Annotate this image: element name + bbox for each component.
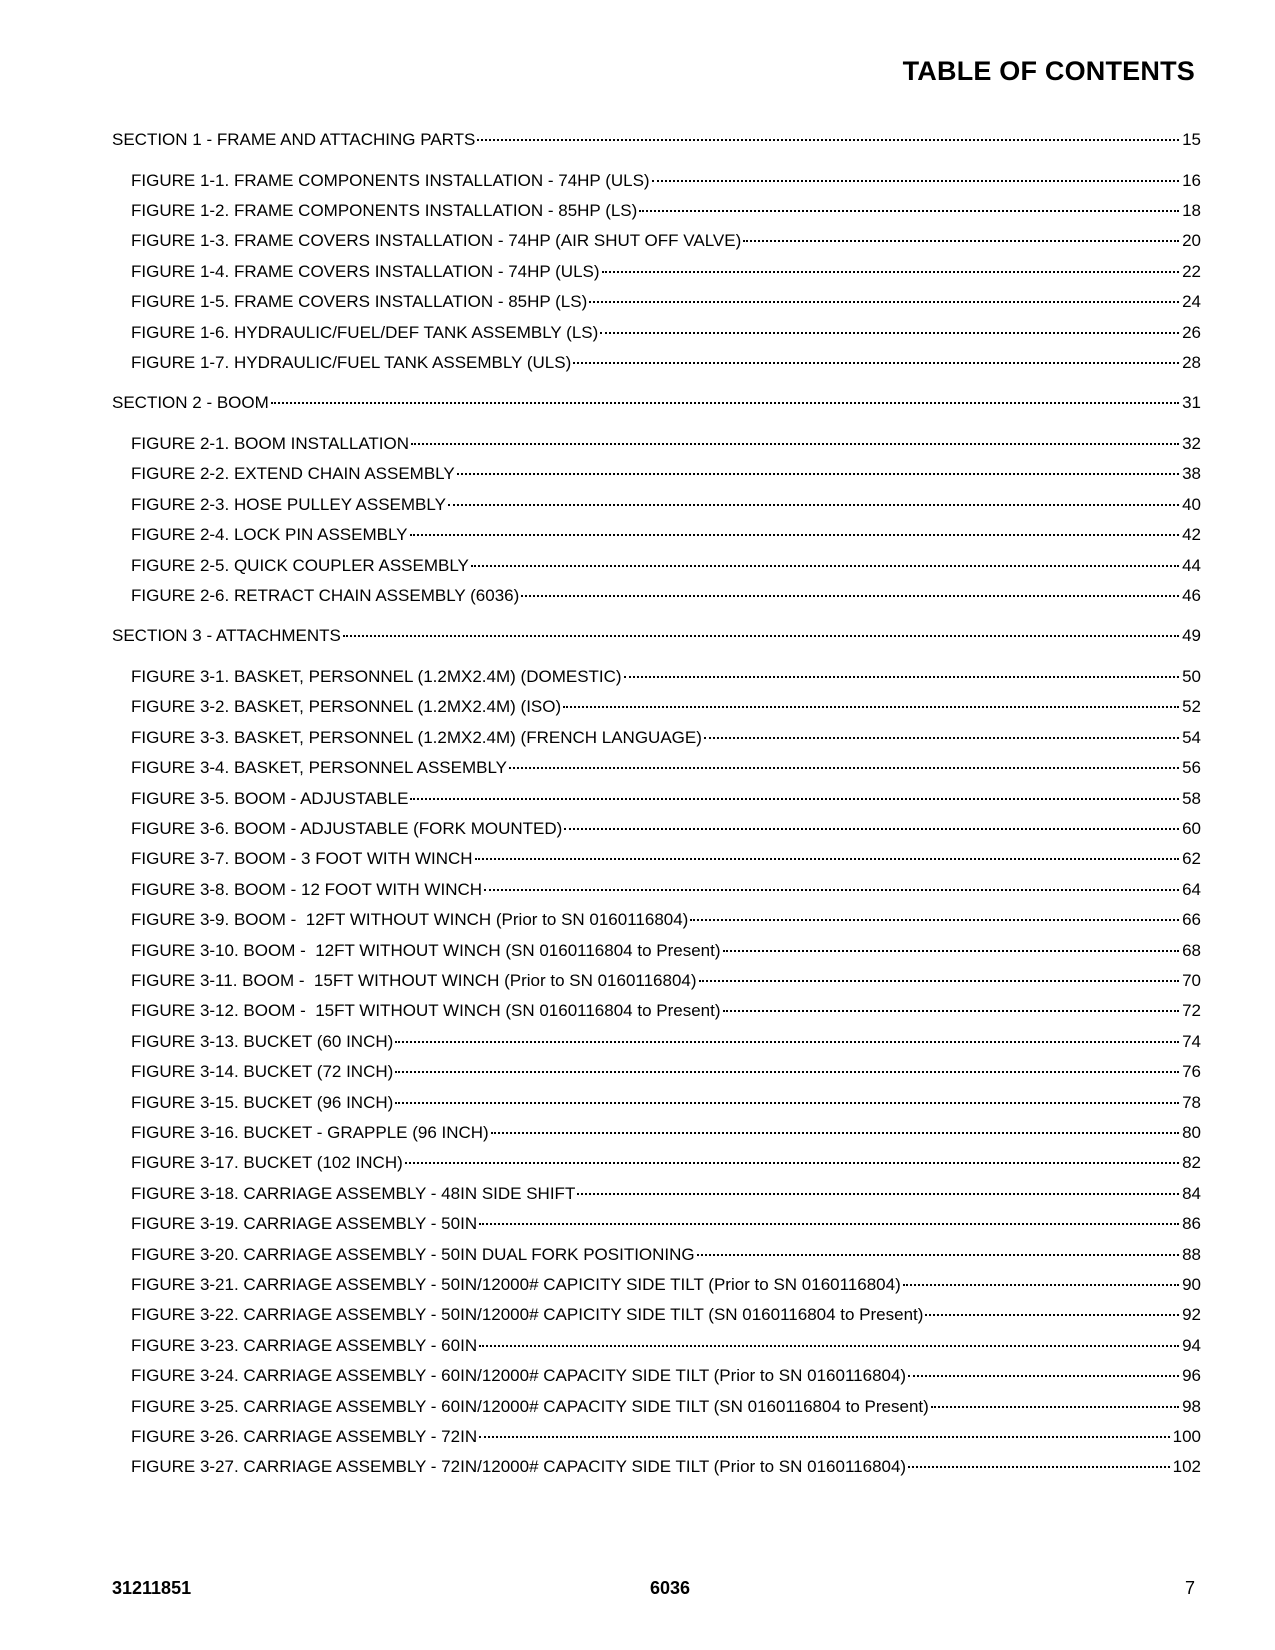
dot-leader: [521, 594, 1179, 597]
toc-entry-label: SECTION 1 - FRAME AND ATTACHING PARTS: [112, 130, 476, 149]
dot-leader: [405, 1161, 1179, 1164]
toc-entry-label: SECTION 3 - ATTACHMENTS: [112, 626, 341, 646]
dot-leader: [908, 1374, 1179, 1377]
toc-section-entry[interactable]: [112, 625, 1201, 647]
dot-leader: [411, 442, 1179, 445]
dot-leader: [704, 736, 1179, 739]
toc-entry-page: 56: [1182, 758, 1201, 778]
dot-leader: [600, 331, 1179, 334]
dot-leader: [475, 857, 1180, 860]
toc-entry-page: 40: [1182, 494, 1201, 514]
dot-leader: [723, 949, 1180, 952]
toc-entry-label: FIGURE 1-1. FRAME COMPONENTS INSTALLATION - 74HP (ULS): [131, 170, 650, 190]
toc-entry-page: 18: [1182, 200, 1201, 220]
toc-figure-entry[interactable]: [131, 1213, 1201, 1235]
toc-figure-entry[interactable]: [131, 1000, 1201, 1022]
toc-entry-page: 50: [1182, 666, 1201, 686]
dot-leader: [410, 797, 1179, 800]
toc-figure-entry[interactable]: [131, 848, 1201, 870]
toc-entry-label: FIGURE 3-10. BOOM - 12FT WITHOUT WINCH (SN 0160116804 to Present): [131, 940, 721, 960]
toc-entry-page: 16: [1182, 170, 1201, 190]
toc-figure-entry[interactable]: [131, 291, 1201, 313]
toc-figure-entry[interactable]: [131, 1122, 1201, 1144]
toc-entry-page: 54: [1182, 727, 1201, 747]
toc-entry-label: FIGURE 3-7. BOOM - 3 FOOT WITH WINCH: [131, 849, 473, 869]
toc-entry-page: 84: [1182, 1183, 1201, 1203]
toc-entry-page: 44: [1182, 555, 1201, 575]
toc-figure-entry[interactable]: [131, 494, 1201, 516]
toc-entry-label: FIGURE 2-2. EXTEND CHAIN ASSEMBLY: [131, 464, 455, 484]
dot-leader: [723, 1009, 1180, 1012]
toc-entry-label: FIGURE 1-6. HYDRAULIC/FUEL/DEF TANK ASSEMBLY (LS): [131, 322, 599, 342]
dot-leader: [509, 766, 1179, 769]
toc-figure-entry[interactable]: [131, 666, 1201, 688]
toc-entry-label: FIGURE 1-4. FRAME COVERS INSTALLATION - 74HP (ULS): [131, 261, 600, 281]
toc-figure-entry[interactable]: [131, 555, 1201, 577]
toc-entry-page: 46: [1182, 585, 1201, 605]
toc-entry-page: 72: [1182, 1001, 1201, 1021]
toc-entry-page: 102: [1172, 1457, 1201, 1477]
toc-entry-page: 94: [1182, 1335, 1201, 1355]
dot-leader: [395, 1040, 1179, 1043]
dot-leader: [457, 472, 1179, 475]
toc-entry-page: 74: [1182, 1031, 1201, 1051]
dot-leader: [563, 705, 1179, 708]
toc-entry-label: FIGURE 3-12. BOOM - 15FT WITHOUT WINCH (SN 0160116804 to Present): [131, 1001, 721, 1021]
toc-entry-label: FIGURE 3-22. CARRIAGE ASSEMBLY - 50IN/12000# CAPICITY SIDE TILT (SN 0160116804 to Present): [131, 1305, 924, 1325]
toc-entry-page: 28: [1182, 352, 1201, 372]
toc-entry-page: 31: [1182, 393, 1201, 413]
toc-entry-label: FIGURE 3-27. CARRIAGE ASSEMBLY - 72IN/12000# CAPACITY SIDE TILT (Prior to SN 0160116804): [131, 1457, 907, 1477]
toc-figure-entry[interactable]: [131, 524, 1201, 546]
toc-entry-label: FIGURE 3-20. CARRIAGE ASSEMBLY - 50IN DUAL FORK POSITIONING: [131, 1244, 695, 1264]
toc-entry-label: FIGURE 2-1. BOOM INSTALLATION: [131, 433, 410, 453]
toc-entry-label: FIGURE 3-16. BUCKET - GRAPPLE (96 INCH): [131, 1122, 489, 1142]
toc-entry-label: FIGURE 3-11. BOOM - 15FT WITHOUT WINCH (Prior to SN 0160116804): [131, 970, 697, 990]
dot-leader: [271, 401, 1179, 404]
toc-entry-page: 66: [1182, 910, 1201, 930]
toc-entry-page: 64: [1182, 879, 1201, 899]
dot-leader: [564, 827, 1179, 830]
toc-figure-entry[interactable]: [131, 1365, 1201, 1387]
dot-leader: [343, 634, 1179, 637]
toc-figure-entry[interactable]: [131, 1396, 1201, 1418]
toc-figure-entry[interactable]: [131, 909, 1201, 931]
toc-entry-label: FIGURE 1-5. FRAME COVERS INSTALLATION - 85HP (LS): [131, 292, 588, 312]
toc-entry-label: FIGURE 2-5. QUICK COUPLER ASSEMBLY: [131, 555, 469, 575]
toc-entry-label: FIGURE 3-18. CARRIAGE ASSEMBLY - 48IN SIDE SHIFT: [131, 1183, 576, 1203]
toc-entry-page: 49: [1182, 626, 1201, 646]
toc-entry-label: FIGURE 1-7. HYDRAULIC/FUEL TANK ASSEMBLY (ULS): [131, 352, 572, 372]
toc-figure-entry[interactable]: [131, 757, 1201, 779]
dot-leader: [471, 564, 1179, 567]
dot-leader: [479, 1222, 1179, 1225]
toc-entry-label: FIGURE 3-19. CARRIAGE ASSEMBLY - 50IN: [131, 1214, 478, 1234]
toc-entry-label: FIGURE 1-2. FRAME COMPONENTS INSTALLATION - 85HP (LS): [131, 200, 638, 220]
toc-figure-entry[interactable]: [131, 585, 1201, 607]
toc-figure-entry[interactable]: [131, 1426, 1201, 1448]
toc-figure-entry[interactable]: [131, 1244, 1201, 1266]
toc-figure-entry[interactable]: [131, 1304, 1201, 1326]
toc-entry-page: 26: [1182, 322, 1201, 342]
toc-figure-entry[interactable]: [131, 433, 1201, 455]
toc-figure-entry[interactable]: [131, 463, 1201, 485]
toc-entry-page: 100: [1172, 1426, 1201, 1446]
footer-model: 6036: [650, 1578, 691, 1598]
toc-entry-label: FIGURE 3-2. BASKET, PERSONNEL (1.2MX2.4M) (ISO): [131, 697, 562, 717]
toc-entry-page: 15: [1182, 130, 1201, 149]
toc-entry-label: FIGURE 3-24. CARRIAGE ASSEMBLY - 60IN/12000# CAPACITY SIDE TILT (Prior to SN 0160116804): [131, 1366, 907, 1386]
dot-leader: [589, 300, 1179, 303]
toc-entry-label: FIGURE 3-1. BASKET, PERSONNEL (1.2MX2.4M) (DOMESTIC): [131, 666, 622, 686]
toc-entry-page: 92: [1182, 1305, 1201, 1325]
toc-entry-label: FIGURE 2-4. LOCK PIN ASSEMBLY: [131, 525, 408, 545]
toc-figure-entry[interactable]: [131, 1092, 1201, 1114]
toc-section-entry[interactable]: [112, 392, 1201, 414]
toc-figure-entry[interactable]: [131, 170, 1201, 192]
toc-entry-label: FIGURE 3-14. BUCKET (72 INCH): [131, 1062, 394, 1082]
dot-leader: [602, 270, 1180, 273]
toc-entry-page: 20: [1182, 231, 1201, 251]
toc-figure-entry[interactable]: [131, 200, 1201, 222]
dot-leader: [448, 503, 1179, 506]
dot-leader: [573, 361, 1179, 364]
toc-entry-label: FIGURE 3-5. BOOM - ADJUSTABLE: [131, 788, 409, 808]
dot-leader: [479, 1435, 1170, 1438]
toc-figure-entry[interactable]: [131, 261, 1201, 283]
dot-leader: [395, 1070, 1179, 1073]
page-title: TABLE OF CONTENTS: [902, 56, 1195, 86]
toc-figure-entry[interactable]: [131, 1031, 1201, 1053]
footer-doc-number: 31211851: [112, 1578, 192, 1598]
toc-entry-label: FIGURE 3-6. BOOM - ADJUSTABLE (FORK MOUNTED): [131, 818, 563, 838]
toc-entry-label: FIGURE 3-8. BOOM - 12 FOOT WITH WINCH: [131, 879, 483, 899]
toc-entry-page: 76: [1182, 1062, 1201, 1082]
dot-leader: [743, 239, 1179, 242]
toc-figure-entry[interactable]: [131, 1456, 1201, 1478]
dot-leader: [410, 533, 1180, 536]
toc-entry-page: 22: [1182, 261, 1201, 281]
toc-entry-label: FIGURE 3-13. BUCKET (60 INCH): [131, 1031, 394, 1051]
toc-figure-entry[interactable]: [131, 818, 1201, 840]
toc-figure-entry[interactable]: [131, 1152, 1201, 1174]
toc-entry-label: FIGURE 3-3. BASKET, PERSONNEL (1.2MX2.4M) (FRENCH LANGUAGE): [131, 727, 702, 747]
toc-figure-entry[interactable]: [131, 940, 1201, 962]
toc-entry-label: FIGURE 3-17. BUCKET (102 INCH): [131, 1153, 403, 1173]
toc-figure-entry[interactable]: [131, 1335, 1201, 1357]
dot-leader: [908, 1465, 1170, 1468]
toc-entry-label: FIGURE 1-3. FRAME COVERS INSTALLATION - 74HP (AIR SHUT OFF VALVE): [131, 231, 742, 251]
dot-leader: [477, 138, 1179, 141]
toc-entry-label: FIGURE 3-21. CARRIAGE ASSEMBLY - 50IN/12000# CAPICITY SIDE TILT (Prior to SN 0160116804): [131, 1274, 901, 1294]
dot-leader: [690, 918, 1179, 921]
toc-entry-page: 32: [1182, 433, 1201, 453]
toc-entry-page: 58: [1182, 788, 1201, 808]
dot-leader: [491, 1131, 1179, 1134]
toc-figure-entry[interactable]: [131, 322, 1201, 344]
dot-leader: [624, 675, 1180, 678]
toc-figure-entry[interactable]: [131, 970, 1201, 992]
toc-figure-entry[interactable]: [131, 1274, 1201, 1296]
dot-leader: [652, 179, 1179, 182]
toc-entry-label: FIGURE 3-4. BASKET, PERSONNEL ASSEMBLY: [131, 758, 508, 778]
toc-section-entry[interactable]: [112, 129, 1201, 151]
toc-entry-page: 98: [1182, 1396, 1201, 1416]
toc-entry-label: SECTION 2 - BOOM: [112, 393, 269, 413]
toc-entry-page: 90: [1182, 1274, 1201, 1294]
toc-entry-label: FIGURE 2-6. RETRACT CHAIN ASSEMBLY (6036): [131, 585, 520, 605]
toc-entry-page: 82: [1182, 1153, 1201, 1173]
toc-entry-label: FIGURE 3-15. BUCKET (96 INCH): [131, 1092, 394, 1112]
dot-leader: [479, 1344, 1179, 1347]
toc-figure-entry[interactable]: [131, 788, 1201, 810]
toc-figure-entry[interactable]: [131, 727, 1201, 749]
toc-entry-label: FIGURE 3-23. CARRIAGE ASSEMBLY - 60IN: [131, 1335, 478, 1355]
dot-leader: [639, 209, 1179, 212]
toc-figure-entry[interactable]: [131, 879, 1201, 901]
dot-leader: [925, 1313, 1179, 1316]
toc-figure-entry[interactable]: [131, 230, 1201, 252]
dot-leader: [697, 1253, 1179, 1256]
toc-entry-label: FIGURE 3-9. BOOM - 12FT WITHOUT WINCH (Prior to SN 0160116804): [131, 910, 689, 930]
toc-entry-page: 62: [1182, 849, 1201, 869]
dot-leader: [699, 979, 1180, 982]
toc-entry-page: 68: [1182, 940, 1201, 960]
toc-figure-entry[interactable]: [131, 1061, 1201, 1083]
toc-entry-page: 24: [1182, 292, 1201, 312]
dot-leader: [903, 1283, 1179, 1286]
toc-figure-entry[interactable]: [131, 696, 1201, 718]
toc-entry-page: 86: [1182, 1214, 1201, 1234]
toc-entry-page: 60: [1182, 818, 1201, 838]
dot-leader: [484, 888, 1179, 891]
dot-leader: [395, 1101, 1179, 1104]
toc-figure-entry[interactable]: [131, 1183, 1201, 1205]
toc-entry-page: 88: [1182, 1244, 1201, 1264]
toc-entry-page: 78: [1182, 1092, 1201, 1112]
toc-entry-page: 96: [1182, 1366, 1201, 1386]
toc-entry-page: 52: [1182, 697, 1201, 717]
toc-entry-page: 38: [1182, 464, 1201, 484]
dot-leader: [577, 1192, 1179, 1195]
toc-entry-page: 70: [1182, 970, 1201, 990]
toc-entry-page: 42: [1182, 525, 1201, 545]
toc-entry-label: FIGURE 2-3. HOSE PULLEY ASSEMBLY: [131, 494, 446, 514]
toc-entry-label: FIGURE 3-26. CARRIAGE ASSEMBLY - 72IN: [131, 1426, 478, 1446]
dot-leader: [931, 1405, 1179, 1408]
toc-figure-entry[interactable]: [131, 352, 1201, 374]
toc-entry-page: 80: [1182, 1122, 1201, 1142]
toc-entry-label: FIGURE 3-25. CARRIAGE ASSEMBLY - 60IN/12000# CAPACITY SIDE TILT (SN 0160116804 to Present): [131, 1396, 929, 1416]
footer-page-number: 7: [1184, 1578, 1195, 1598]
